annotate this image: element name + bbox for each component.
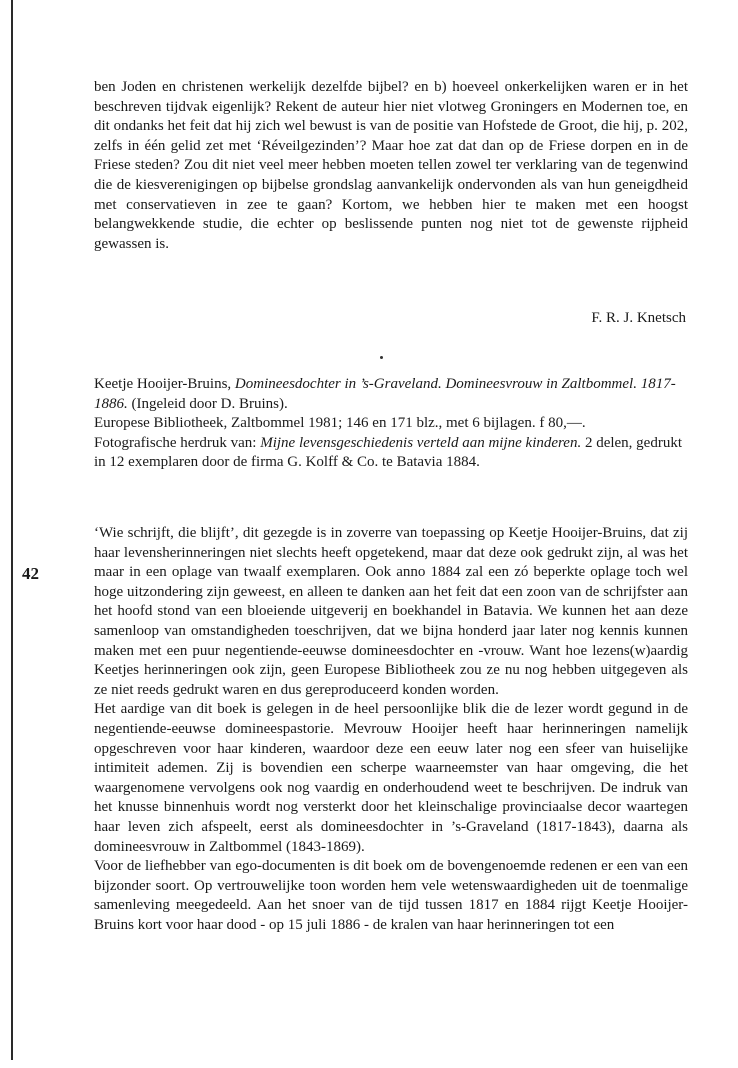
reprint-suffix: 2 delen, gedrukt in 12 exemplaren door de firma G. Kolff & Co. te Batavia 1884. [94,434,683,471]
review-body [94,524,688,935]
book-citation [94,375,688,473]
reprint-prefix: Fotografische herdruk van: [94,434,257,451]
separator-dot [380,356,383,359]
book-author: Keetje Hooijer-Bruins, [94,376,232,392]
review-paragraph-3: Voor de liefhebber van ego-documenten is dit boek om de bovengenoemde redenen er een van een bijzonder soort. Op vertrouwelijke toon worden hem vele wetenswaardigheden uit de toenmalige samenleving meegedeeld. Aan het snoer van de tijd tussen 1817 en 1884 rijgt Keetje Hooijer-Bruins kort voor haar dood - op 15 juli 1886 - de kralen van haar herinneringen tot een [94,858,688,933]
review-paragraph-2: Het aardige van dit boek is gelegen in de heel persoonlijke blik die de lezer wordt gegund in de negentiende-eeuwse domineespastorie. Mevrouw Hooijer heeft haar herinneringen namelijk opgeschreven voor haar kinderen, waardoor deze een eeuw later nog een sfeer van huiselijke intimiteit ademen. Zij is bovendien een scherpe waarneemster van haar omgeving, die het waargenomene vervolgens ook nog vaardig en onderhoudend weet te beschrijven. De indruk van het knusse binnenhuis wordt nog versterkt door het kleinschalige provinciaalse decor waartegen haar leven zich afspeelt, eerst als domineesdochter in ’s-Graveland (1817-1843), daarna als domineesvrouw in Zaltbommel (1843-1869). [94,701,688,855]
page-number: 42 [22,564,39,583]
book-title: Domineesdochter in ’s-Graveland. Domineesvrouw in Zaltbommel. 1817-1886. [94,376,676,412]
citation-title-line [94,375,688,414]
book-intro: (Ingeleid door D. Bruins). [131,395,288,412]
previous-review-ending [94,78,688,254]
page-edge-rule [11,0,13,1060]
book-reprint [94,434,688,473]
book-publisher: Europese Bibliotheek, Zaltbommel 1981; 146 en 171 blz., met 6 bijlagen. f 80,—. [94,415,586,432]
review-paragraph-1: ‘Wie schrijft, die blijft’, dit gezegde is in zoverre van toepassing op Keetje Hooijer-Bruins, dat zij haar levensherinneringen niet slechts heeft opgetekend, maar dat deze ook gedrukt zijn, al was het maar in een oplage van twaalf exemplaren. Ook anno 1884 zal een zó beperkte oplage toch wel hoge uitzondering zijn geweest, en alleen te danken aan het feit dat een zoon van de schrijfster aan het hoofd stond van een bloeiende uitgeverij en boekhandel in Batavia. We kunnen het aan deze samenloop van omstandigheden toeschrijven, dat we bijna honderd jaar later nog kennis kunnen maken met een puur negentiende-eeuwse domineesdochter en -vrouw. Want hoe lezens(w)aardig Keetjes herinneringen ook zijn, geen Europese Bibliotheek zou ze nu nog hebben uitgegeven als ze niet reeds gedrukt waren en dus gereproduceerd konden worden. [94,525,688,698]
reprint-title: Mijne levensgeschiedenis verteld aan mijne kinderen. [260,434,582,451]
reviewer-signature: F. R. J. Knetsch [591,310,686,326]
previous-review-paragraph: ben Joden en christenen werkelijk dezelfde bijbel? en b) hoeveel onkerkelijken waren er in het beschreven tijdvak eigenlijk? Rekent de auteur hier niet vlotweg Groningers en Modernen toe, en dit ondanks het feit dat hij zich wel bewust is van de positie van Hofstede de Groot, die hij, p. 202, zelfs in één gelid zet met ‘Réveilgezinden’? Maar hoe zat dat dan op de Friese dorpen en in de Friese steden? Zou dit niet veel meer hebben moeten tellen zowel ter verklaring van de tegenwind die de kiesverenigingen op bijbelse grondslag aanvankelijk ondervonden als van hun geneigdheid met conservatieven in zee te gaan? Kortom, we hebben hier te maken met een hoogst belangwekkende studie, die echter op beslissende punten nog niet tot de gewenste rijpheid gewassen is. [94,79,688,252]
